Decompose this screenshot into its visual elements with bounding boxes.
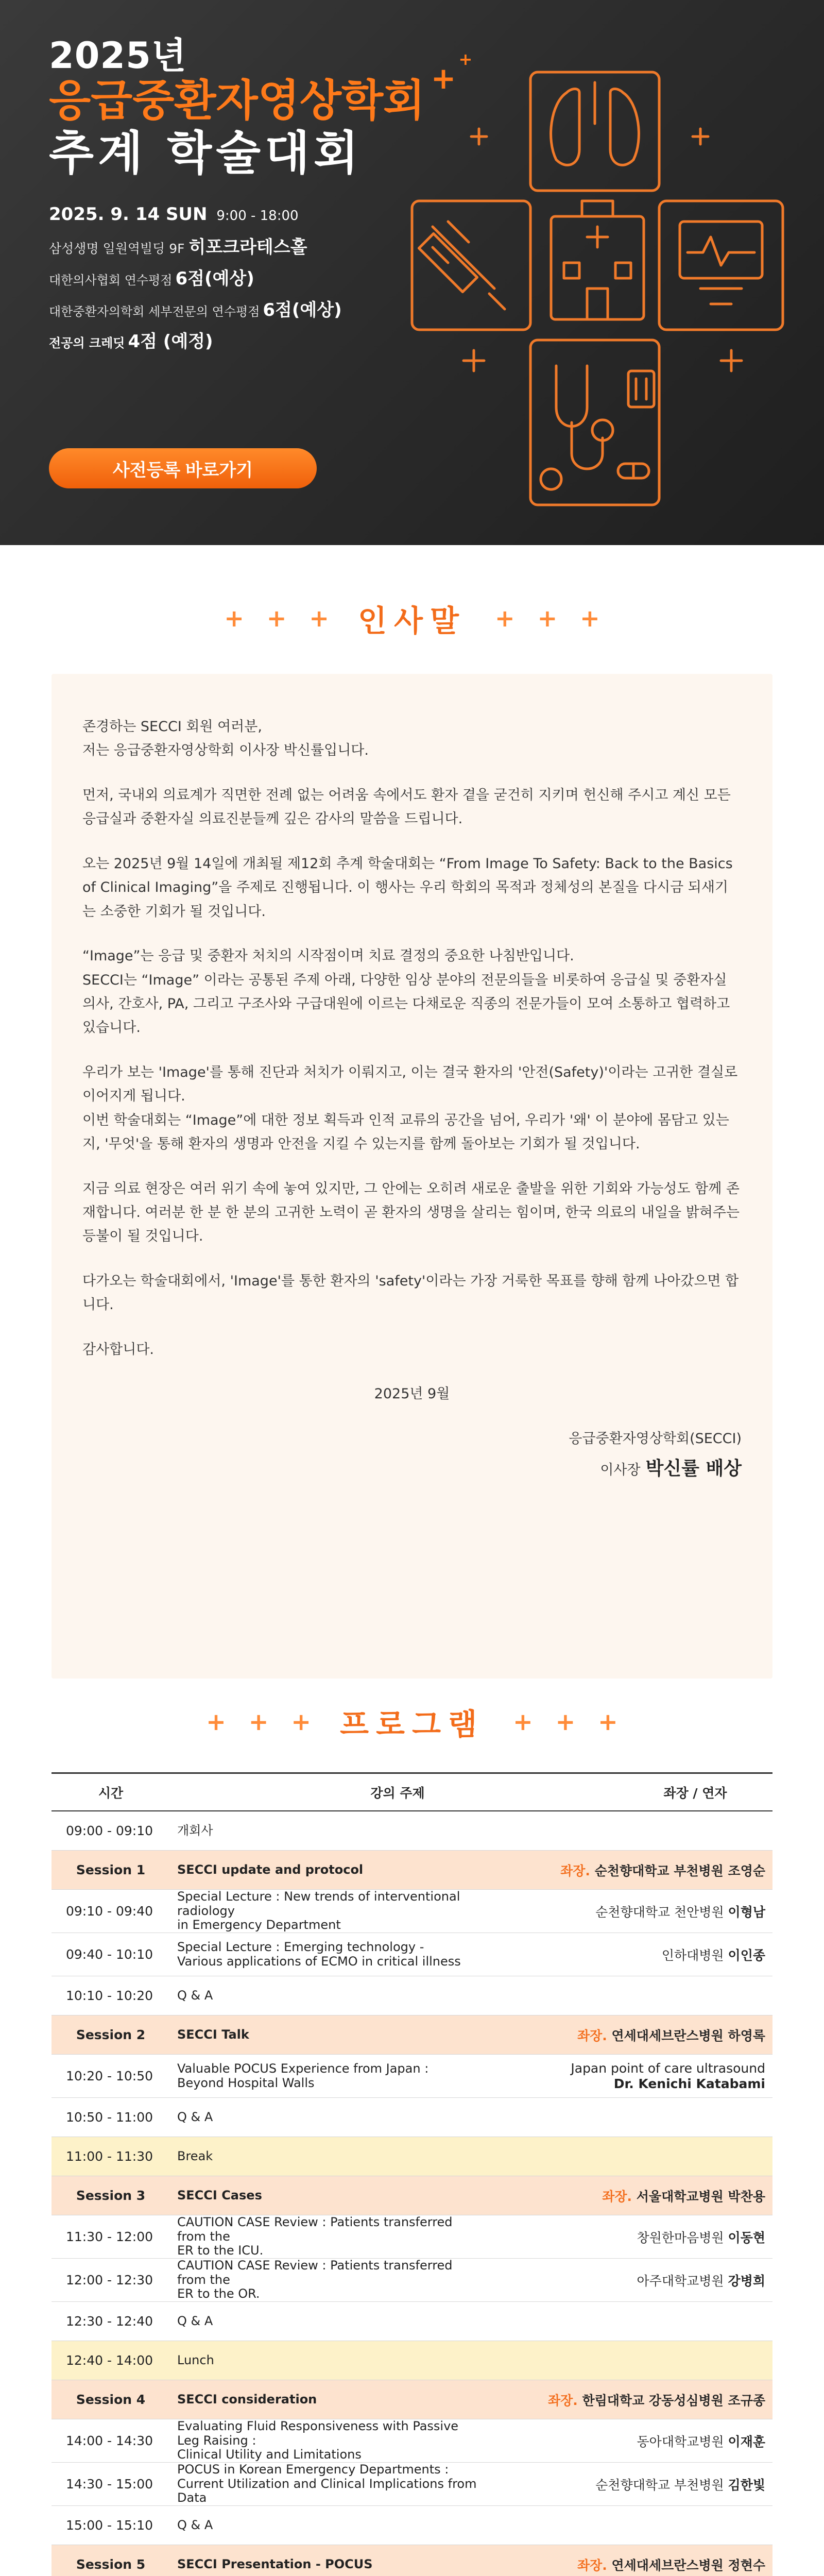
row-topic: SECCI consideration (177, 2392, 317, 2406)
plus-icon: + (206, 1708, 226, 1736)
row-time: 14:00 - 14:30 (66, 2433, 153, 2448)
venue-label: 삼성생명 일원역빌딩 9F (49, 241, 185, 256)
event-date-text: 2025. 9. 14 SUN (49, 204, 208, 225)
medical-cross-illustration (402, 62, 793, 515)
plus-icon: + (555, 1708, 576, 1736)
plus-icon: + (431, 61, 456, 96)
table-row (52, 1976, 772, 2015)
session-row (52, 2015, 772, 2055)
row-time: Session 1 (76, 1862, 146, 1877)
table-row (52, 1811, 772, 1851)
speaker-affiliation: 한림대학교 강동성심병원 (582, 2393, 724, 2408)
letter-paragraph: 지금 의료 현장은 여러 위기 속에 놓여 있지만, 그 안에는 오히려 새로운 출발을 위한 기회와 가능성도 함께 존재합니다. 여러분 한 분 한 분의 고귀한 노력이 곧 환자의 생명을 살리는 힘이며, 한국 의료의 내일을 밝혀주는 등불이 될 것입니다. (82, 1180, 740, 1245)
row-speaker (484, 2187, 772, 2205)
credit-kma (49, 264, 425, 290)
speaker-affiliation: 순천향대학교 천안병원 (595, 1904, 724, 1920)
table-header (52, 1772, 772, 1811)
letter-paragraph: 오는 2025년 9월 14일에 개최될 제12회 추계 학술대회는 “From Image To Safety: Back to the Basics of Clinical Imaging”을 주제로 진행됩니다. 이 행사는 우리 학회의 목적과 정체성의 본질을 다시금 되새기는 소중한 기회가 될 것입니다. (82, 855, 733, 920)
credit-resident (49, 327, 425, 352)
credit-value: 4점 (예정) (128, 331, 213, 352)
row-topic: Special Lecture : Emerging technology - Various applications of ECMO in critical illness (177, 1939, 461, 1969)
greeting-letter (52, 674, 772, 1679)
row-topic: Q & A (177, 1988, 213, 2003)
speaker-name: 박찬용 (728, 2189, 765, 2204)
plus-icon: + (537, 604, 558, 632)
letter-sign-org: 응급중환자영상학회(SECCI) (569, 1430, 742, 1447)
header-topic: 강의 주제 (370, 1785, 425, 1801)
hero-banner (0, 0, 824, 545)
row-speaker (484, 2475, 772, 2494)
letter-paragraph: 감사합니다. (82, 1341, 154, 1358)
venue-name: 히포크라테스홀 (188, 236, 307, 258)
speaker-name: 김한빛 (728, 2477, 765, 2493)
speaker-affiliation: 순천향대학교 부천병원 (594, 1863, 724, 1878)
letter-paragraph: 다가오는 학술대회에서, 'Image'를 통한 환자의 'safety'이라는 가장 거룩한 목표를 향해 함께 나아갔으면 합니다. (82, 1273, 739, 1313)
plus-icon: + (580, 604, 600, 632)
chair-label: 좌장. (547, 2393, 578, 2408)
header-time: 시간 (98, 1785, 124, 1801)
credit-kscc (49, 296, 425, 321)
row-topic: POCUS in Korean Emergency Departments : Current Utilization and Clinical Implications from Data (177, 2462, 477, 2505)
row-time: Session 3 (76, 2188, 146, 2203)
row-speaker (484, 1945, 772, 1964)
greeting-heading (0, 597, 824, 640)
speaker-name: 이인종 (728, 1947, 765, 1963)
credit-label: 전공의 크레딧 (49, 335, 125, 350)
speaker-name: 이동현 (728, 2230, 765, 2245)
session-row (52, 2545, 772, 2576)
chair-label: 좌장. (602, 2189, 632, 2204)
plus-icon: + (495, 604, 515, 632)
row-topic: SECCI Cases (177, 2188, 262, 2202)
greeting-title: 인사말 (357, 603, 467, 638)
speaker-name: 강병희 (728, 2273, 765, 2289)
row-time: 12:30 - 12:40 (66, 2314, 153, 2329)
row-topic: 개회사 (177, 1823, 213, 1838)
letter-date: 2025년 9월 (374, 1386, 450, 1402)
row-time: 12:40 - 14:00 (66, 2353, 153, 2368)
speaker-affiliation: 인하대병원 (661, 1947, 724, 1963)
row-time: 14:30 - 15:00 (66, 2477, 153, 2492)
sign-role: 이사장 (600, 1462, 641, 1479)
row-time: 10:50 - 11:00 (66, 2110, 153, 2125)
speaker-name: 조규종 (728, 2393, 765, 2408)
plus-icon: + (598, 1708, 618, 1736)
row-speaker (484, 1861, 772, 1879)
row-time: 11:30 - 12:00 (66, 2229, 153, 2244)
row-topic: Lunch (177, 2352, 214, 2367)
row-time: 09:10 - 09:40 (66, 1904, 153, 1919)
row-topic: SECCI update and protocol (177, 1862, 364, 1877)
session-row (52, 2380, 772, 2419)
row-topic: SECCI Talk (177, 2027, 249, 2042)
break-row (52, 2341, 772, 2380)
venue (49, 233, 425, 258)
speaker-affiliation: 동아대학교병원 (637, 2434, 724, 2449)
row-time: Session 4 (76, 2392, 146, 2407)
letter-paragraph: 존경하는 SECCI 회원 여러분, 저는 응급중환자영상학회 이사장 박신률입니다. (82, 719, 369, 759)
row-time: 09:00 - 09:10 (66, 1823, 153, 1838)
speaker-affiliation: 창원한마음병원 (637, 2230, 724, 2245)
table-row (52, 2055, 772, 2098)
program-heading (0, 1700, 824, 1743)
hero-title: 추계 학술대회 (49, 126, 363, 180)
row-time: Session 2 (76, 2027, 146, 2042)
letter-paragraph: 먼저, 국내외 의료계가 직면한 전례 없는 어려움 속에서도 환자 곁을 굳건히 지키며 헌신해 주시고 계신 모든 응급실과 중환자실 의료진분들께 깊은 감사의 말씀을 드립니다. (82, 787, 731, 827)
speaker-affiliation: 아주대학교병원 (637, 2273, 724, 2289)
row-topic: SECCI Presentation - POCUS (177, 2556, 373, 2571)
speaker-name: 이재훈 (728, 2434, 765, 2449)
table-row (52, 2506, 772, 2545)
speaker-name: 조영순 (728, 1863, 765, 1878)
row-speaker (484, 1902, 772, 1921)
row-topic: Valuable POCUS Experience from Japan : Beyond Hospital Walls (177, 2061, 429, 2090)
row-topic: CAUTION CASE Review : Patients transferred from the ER to the ICU. (177, 2215, 453, 2258)
table-row (52, 2463, 772, 2506)
chair-label: 좌장. (577, 2557, 607, 2573)
hero-text (49, 35, 473, 352)
table-row (52, 1933, 772, 1976)
row-speaker (484, 2228, 772, 2246)
speaker-affiliation: 서울대학교병원 (636, 2189, 724, 2204)
plus-icon: + (291, 1708, 311, 1736)
letter-paragraph: “Image”는 응급 및 중환자 처치의 시작점이며 치료 결정의 중요한 나침반입니다. SECCI는 “Image” 이라는 공통된 주제 아래, 다양한 임상 분야의 전문의들을 비롯하여 응급실 및 중환자실 의사, 간호사, PA, 그리고 구조사와 구급대원에 이르는 다채로운 직종의 전문가들이 모여 소통하고 협력하고 있습니다. (82, 948, 730, 1036)
plus-icon: + (248, 1708, 269, 1736)
speaker-affiliation: 순천향대학교 부천병원 (595, 2477, 724, 2493)
row-time: 12:00 - 12:30 (66, 2273, 153, 2287)
session-row (52, 2176, 772, 2215)
plus-icon: + (266, 604, 287, 632)
credit-label: 대한중환자의학회 세부전문의 연수평점 (49, 304, 260, 319)
sign-name: 박신률 배상 (645, 1458, 742, 1480)
row-speaker (484, 2026, 772, 2044)
row-speaker (484, 2271, 772, 2290)
row-time: 09:40 - 10:10 (66, 1947, 153, 1962)
row-speaker (484, 2432, 772, 2450)
row-time: 10:20 - 10:50 (66, 2069, 153, 2083)
row-topic: Break (177, 2148, 213, 2163)
row-topic: CAUTION CASE Review : Patients transferred from the ER to the OR. (177, 2258, 453, 2301)
program-rows (52, 1811, 772, 2576)
speaker-affiliation: Japan point of care ultrasound (571, 2060, 765, 2076)
chair-label: 좌장. (560, 1863, 590, 1878)
speaker-affiliation: 연세대세브란스병원 (611, 2557, 724, 2573)
event-date (49, 204, 425, 225)
plus-icon: + (309, 604, 329, 632)
plus-icon: + (513, 1708, 533, 1736)
program-table (52, 1772, 772, 2576)
chair-label: 좌장. (577, 2028, 607, 2043)
header-speaker: 좌장 / 연자 (663, 1785, 727, 1801)
break-row (52, 2137, 772, 2176)
hero-org-text: 응급중환자영상학회 (49, 75, 425, 126)
session-row (52, 1851, 772, 1890)
row-time: 10:10 - 10:20 (66, 1988, 153, 2003)
speaker-affiliation: 연세대세브란스병원 (611, 2028, 724, 2043)
register-button[interactable]: 사전등록 바로가기 (49, 448, 317, 488)
speaker-name: 하영록 (728, 2028, 765, 2043)
plus-icon: + (458, 49, 473, 69)
row-time: 15:00 - 15:10 (66, 2518, 153, 2533)
credit-label: 대한의사협회 연수평점 (49, 273, 173, 287)
table-row (52, 2215, 772, 2259)
row-time: Session 5 (76, 2557, 146, 2572)
speaker-name: 이형남 (728, 1904, 765, 1920)
row-topic: Evaluating Fluid Responsiveness with Passive Leg Raising : Clinical Utility and Limitations (177, 2419, 459, 2462)
hero-year: 2025년 (49, 35, 187, 77)
row-speaker (484, 2061, 772, 2092)
speaker-name: 정현수 (728, 2557, 765, 2573)
row-time: 11:00 - 11:30 (66, 2149, 153, 2164)
credit-value: 6점(예상) (263, 299, 342, 320)
table-row (52, 1890, 772, 1933)
event-time: 9:00 - 18:00 (216, 208, 299, 224)
letter-signature (82, 1453, 742, 1485)
program-title: 프로그램 (339, 1707, 485, 1742)
row-topic: Q & A (177, 2517, 213, 2532)
letter-paragraph: 우리가 보는 'Image'를 통해 진단과 처치가 이뤄지고, 이는 결국 환자의 '안전(Safety)'이라는 고귀한 결실로 이어지게 됩니다. 이번 학술대회는 “Image”에 대한 정보 획득과 인적 교류의 공간을 넘어, 우리가 '왜' 이 분야에 몸담고 있는지, '무엇'을 통해 환자의 생명과 안전을 지킬 수 있는지를 함께 돌아보는 기회가 될 것입니다. (82, 1064, 738, 1153)
table-row (52, 2419, 772, 2463)
row-speaker (484, 2555, 772, 2574)
credit-value: 6점(예상) (175, 268, 254, 289)
row-topic: Q & A (177, 2109, 213, 2124)
row-topic: Q & A (177, 2313, 213, 2328)
row-topic: Special Lecture : New trends of interventional radiology in Emergency Department (177, 1889, 460, 1933)
table-row (52, 2302, 772, 2341)
table-row (52, 2259, 772, 2302)
plus-icon: + (224, 604, 244, 632)
speaker-name: Dr. Kenichi Katabami (613, 2076, 765, 2091)
row-speaker (484, 2391, 772, 2409)
table-row (52, 2098, 772, 2137)
